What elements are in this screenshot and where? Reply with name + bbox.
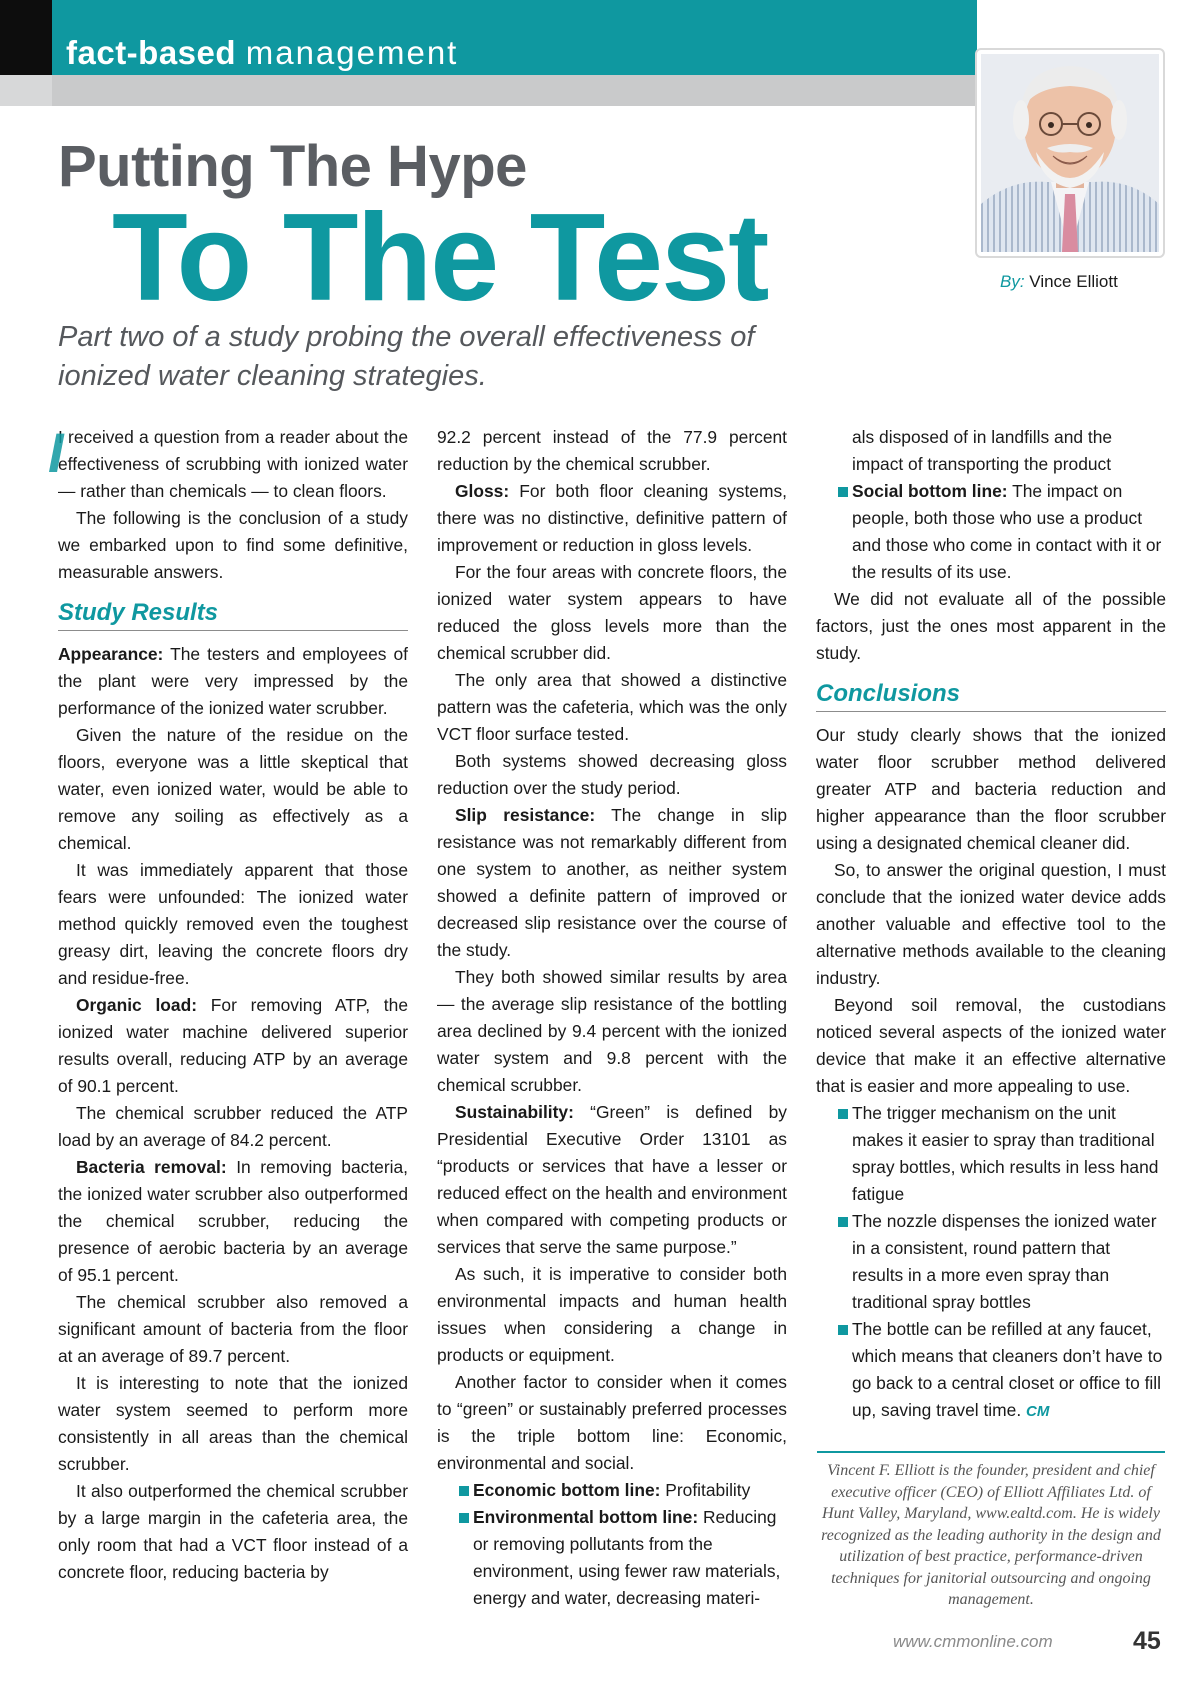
- paragraph-sustainability: [437, 1099, 787, 1261]
- section-label: [66, 33, 458, 73]
- bullet-text: Profitability: [660, 1480, 751, 1500]
- bullet-text: The bottle can be refilled at any faucet, which means that cleaners don’t have to go back to a central closet or office to fill up, saving travel time.: [852, 1319, 1163, 1420]
- run-in-text: The change in slip resistance was not remarkably different from one system to another, as neither system showed a definite pattern of improved or decreased slip resistance over the course of the study.: [437, 805, 787, 960]
- paragraph: Our study clearly shows that the ionized water floor scrubber method delivered greater ATP and bacteria reduction and higher appearance than the floor scrubber using a designated chemical cleaner did.: [816, 725, 1166, 853]
- author-bio: Vincent F. Elliott is the founder, president and chief executive officer (CEO) of Elliott Affiliates Ltd. of Hunt Valley, Maryland, www.ealtd.com. He is widely recognized as the leading authority in the design and utilization of best practice, performance-driven techniques for janitorial outsourcing and ongoing management.: [821, 1462, 1161, 1608]
- paragraph-appearance: [58, 641, 408, 722]
- bullet-text: Reducing or removing pollutants from the environment, using fewer raw materials, energy and water, decreasing materi-: [473, 1507, 781, 1608]
- bullet-label: Environmental bottom line:: [473, 1507, 699, 1527]
- bullet-square-icon: [838, 1325, 848, 1335]
- bullet-text: The nozzle dispenses the ionized water in a consistent, round pattern that results in a more even spray than traditional spray bottles: [852, 1211, 1157, 1312]
- header-gray-band: [52, 75, 977, 106]
- byline: [1000, 271, 1118, 293]
- paragraph: They both showed similar results by area — the average slip resistance of the bottling area declined by 9.4 percent with the ionized water system and 9.8 percent with the chemical scrubber.: [437, 967, 787, 1095]
- bullet-nozzle: [816, 1208, 1166, 1316]
- run-in-label: Organic load:: [76, 995, 198, 1015]
- section-heading-conclusions: Conclusions: [816, 679, 1166, 712]
- paragraph: Beyond soil removal, the custodians noticed several aspects of the ionized water device that make it an effective alternative that is easier and more appealing to use.: [816, 995, 1166, 1096]
- section-heading-study-results: Study Results: [58, 598, 408, 631]
- author-photo-frame: [975, 48, 1165, 258]
- paragraph: Given the nature of the residue on the floors, everyone was a little skeptical that water, even ionized water, would be able to remove any soiling as effectively as a chemical.: [58, 725, 408, 853]
- paragraph: We did not evaluate all of the possible factors, just the ones most apparent in the study.: [816, 589, 1166, 663]
- paragraph: The chemical scrubber reduced the ATP load by an average of 84.2 percent.: [58, 1103, 408, 1150]
- headline-line1: Putting The Hype: [58, 134, 527, 199]
- bullet-square-icon: [838, 487, 848, 497]
- run-in-text: For removing ATP, the ionized water machine delivered superior results overall, reducing ATP by an average of 90.1 percent.: [58, 995, 408, 1096]
- paragraph: It was immediately apparent that those fears were unfounded: The ionized water method quickly removed even the toughest greasy dirt, leaving the concrete floors dry and residue-free.: [58, 860, 408, 988]
- paragraph: It is interesting to note that the ionized water system seemed to perform more consistently in all areas than the chemical scrubber.: [58, 1373, 408, 1474]
- bio-divider: [817, 1451, 1165, 1453]
- header-gray-band-left: [0, 75, 52, 106]
- run-in-text: In removing bacteria, the ionized water scrubber also outperformed the chemical scrubber, reducing the presence of aerobic bacteria by an average of 95.1 percent.: [58, 1157, 408, 1285]
- headline-line2: To The Test: [112, 189, 768, 327]
- paragraph: The only area that showed a distinctive pattern was the cafeteria, which was the only VCT floor surface tested.: [437, 670, 787, 744]
- bullet-social: [816, 478, 1166, 586]
- paragraph-bacteria-removal: [58, 1154, 408, 1289]
- bullet-trigger: [816, 1100, 1166, 1208]
- bullet-text: The trigger mechanism on the unit makes it easier to spray than traditional spray bottles, which results in less hand fatigue: [852, 1103, 1159, 1204]
- bullet-label: Social bottom line:: [852, 481, 1008, 501]
- intro-block: [48, 421, 408, 505]
- paragraph-organic-load: [58, 992, 408, 1100]
- paragraph: As such, it is imperative to consider both environmental impacts and human health issues when considering a change in products or equipment.: [437, 1264, 787, 1365]
- run-in-label: Gloss:: [455, 481, 510, 501]
- bullet-square-icon: [838, 1217, 848, 1227]
- drop-cap: I: [48, 421, 64, 484]
- paragraph: 92.2 percent instead of the 77.9 percent reduction by the chemical scrubber.: [437, 427, 787, 474]
- bullet-continuation: als disposed of in landfills and the impact of transporting the product: [852, 427, 1113, 474]
- paragraph: So, to answer the original question, I must conclude that the ionized water device adds another valuable and effective tool to the alternative methods available to the cleaning industry.: [816, 860, 1166, 988]
- bullet-square-icon: [838, 1109, 848, 1119]
- author-photo: [981, 54, 1159, 252]
- paragraph-slip-resistance: [437, 802, 787, 964]
- run-in-text: For both floor cleaning systems, there was no distinctive, definitive pattern of improvement or reduction in gloss levels.: [437, 481, 787, 555]
- footer-url[interactable]: www.cmmonline.com: [893, 1632, 1053, 1651]
- bullet-label: Economic bottom line:: [473, 1480, 661, 1500]
- page-number: 45: [1133, 1627, 1161, 1655]
- bullet-refill: [816, 1316, 1166, 1425]
- section-label-light: management: [245, 34, 459, 71]
- run-in-text: The testers and employees of the plant were very impressed by the performance of the ionized water scrubber.: [58, 644, 408, 718]
- paragraph: For the four areas with concrete floors, the ionized water system appears to have reduced the gloss levels more than the chemical scrubber did.: [437, 562, 787, 663]
- paragraph: The chemical scrubber also removed a significant amount of bacteria from the floor at an average of 89.7 percent.: [58, 1292, 408, 1366]
- paragraph: The following is the conclusion of a study we embarked upon to find some definitive, measurable answers.: [58, 508, 408, 582]
- bullet-text: The impact on people, both those who use a product and those who come in contact with it or the results of its use.: [852, 481, 1162, 582]
- byline-author: Vince Elliott: [1029, 272, 1118, 291]
- run-in-label: Slip resistance:: [455, 805, 596, 825]
- run-in-label: Appearance:: [58, 644, 164, 664]
- bullet-economic: [437, 1477, 787, 1504]
- bullet-environmental: [437, 1504, 787, 1612]
- bullet-square-icon: [459, 1486, 469, 1496]
- paragraph: Another factor to consider when it comes to “green” or sustainably preferred processes is the triple bottom line: Economic, environmental and social.: [437, 1372, 787, 1473]
- section-label-bold: fact-based: [66, 34, 237, 71]
- paragraph: Both systems showed decreasing gloss reduction over the study period.: [437, 751, 787, 798]
- column-3: [816, 424, 1166, 1425]
- paragraph: It also outperformed the chemical scrubber by a large margin in the cafeteria area, the only room that had a VCT floor instead of a concrete floor, reducing bacteria by: [58, 1481, 408, 1582]
- run-in-text: “Green” is defined by Presidential Executive Order 13101 as “products or services that have a lesser or reduced effect on the health and environment when compared with competing products or services that serve the same purpose.”: [437, 1102, 787, 1257]
- bullet-square-icon: [459, 1513, 469, 1523]
- end-mark: CM: [1026, 1403, 1050, 1420]
- run-in-label: Sustainability:: [455, 1102, 574, 1122]
- column-2: [437, 424, 787, 1612]
- column-1: [48, 421, 408, 1586]
- author-photo-illustration: [981, 54, 1159, 252]
- intro-paragraph: I received a question from a reader about the effectiveness of scrubbing with ionized water — rather than chemicals — to clean floors.: [58, 427, 408, 501]
- subtitle: Part two of a study probing the overall effectiveness of ionized water cleaning strategies.: [58, 321, 755, 392]
- paragraph-gloss: [437, 478, 787, 559]
- byline-prefix: By:: [1000, 272, 1025, 291]
- run-in-label: Bacteria removal:: [76, 1157, 227, 1177]
